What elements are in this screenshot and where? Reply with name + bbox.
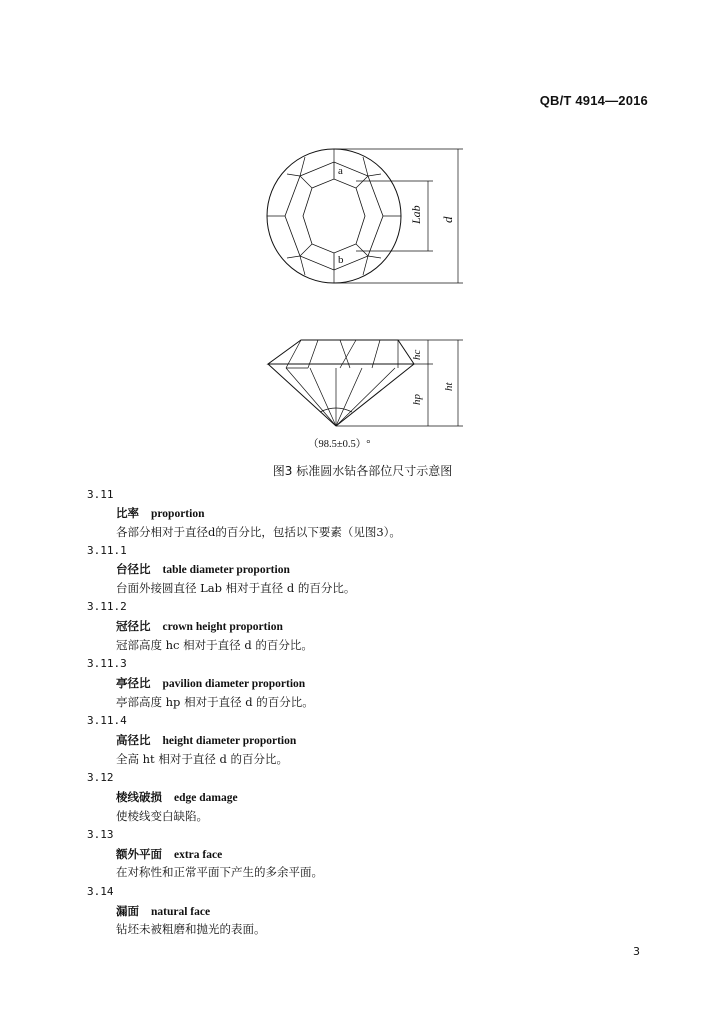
term-heading — [116, 789, 238, 805]
term-definition: 全高 ht 相对于直径 d 的百分比。 — [116, 752, 289, 766]
term-heading — [116, 675, 305, 691]
gem-diagram — [0, 0, 725, 460]
term-heading — [116, 618, 283, 634]
term-en: extra face — [174, 849, 223, 861]
label-lab: Lab — [409, 205, 423, 224]
term-cn: 漏面 — [116, 904, 139, 918]
term-cn: 冠径比 — [116, 619, 151, 633]
term-en: height diameter proportion — [162, 735, 297, 747]
document-id: QB/T 4914—2016 — [539, 93, 648, 108]
term-definition: 使棱线变白缺陷。 — [116, 809, 208, 823]
pavilion-right — [336, 364, 414, 426]
term-definition: 钻坯未被粗磨和抛光的表面。 — [116, 922, 266, 936]
pavilion-facets — [286, 368, 395, 426]
label-a: a — [338, 165, 343, 177]
term-en: proportion — [151, 508, 205, 520]
term-definition: 各部分相对于直径d的百分比，包括以下要素（见图3）。 — [116, 525, 401, 539]
angle-label: （98.5±0.5）° — [308, 439, 371, 450]
section-number: 3.11.4 — [87, 714, 127, 727]
term-en: edge damage — [174, 792, 238, 804]
section-number: 3.11.3 — [87, 657, 127, 670]
term-definition: 在对称性和正常平面下产生的多余平面。 — [116, 865, 323, 879]
term-cn: 高径比 — [116, 733, 151, 747]
term-cn: 棱线破损 — [116, 790, 162, 804]
top-view — [267, 149, 463, 283]
term-en: pavilion diameter proportion — [162, 678, 306, 690]
term-heading — [116, 732, 296, 748]
term-en: crown height proportion — [162, 621, 283, 633]
section-number: 3.11.2 — [87, 600, 127, 613]
label-hp: hp — [411, 394, 423, 405]
term-heading — [116, 846, 222, 862]
section-number: 3.11 — [87, 488, 114, 501]
label-b: b — [338, 254, 344, 266]
term-definition: 冠部高度 hc 相对于直径 d 的百分比。 — [116, 638, 313, 652]
term-definition: 台面外接圆直径 Lab 相对于直径 d 的百分比。 — [116, 581, 356, 595]
label-hc: hc — [411, 349, 423, 360]
term-definition: 亭部高度 hp 相对于直径 d 的百分比。 — [116, 695, 314, 709]
term-heading — [116, 903, 210, 919]
label-d: d — [440, 216, 455, 223]
section-number: 3.12 — [87, 771, 114, 784]
term-cn: 额外平面 — [116, 847, 162, 861]
page-number: 3 — [633, 945, 640, 958]
term-en: natural face — [151, 906, 211, 918]
section-number: 3.14 — [87, 885, 114, 898]
side-view — [268, 340, 463, 426]
term-cn: 台径比 — [116, 562, 151, 576]
label-ht: ht — [443, 382, 455, 391]
figure-caption: 图3 标准圆水钻各部位尺寸示意图 — [272, 464, 453, 478]
pavilion-left — [268, 364, 336, 426]
term-heading — [116, 505, 204, 521]
term-cn: 比率 — [116, 506, 139, 520]
term-heading — [116, 561, 290, 577]
section-number: 3.11.1 — [87, 544, 127, 557]
term-cn: 亭径比 — [116, 676, 151, 690]
table-outline — [303, 179, 365, 253]
term-en: table diameter proportion — [162, 564, 290, 576]
section-number: 3.13 — [87, 828, 114, 841]
